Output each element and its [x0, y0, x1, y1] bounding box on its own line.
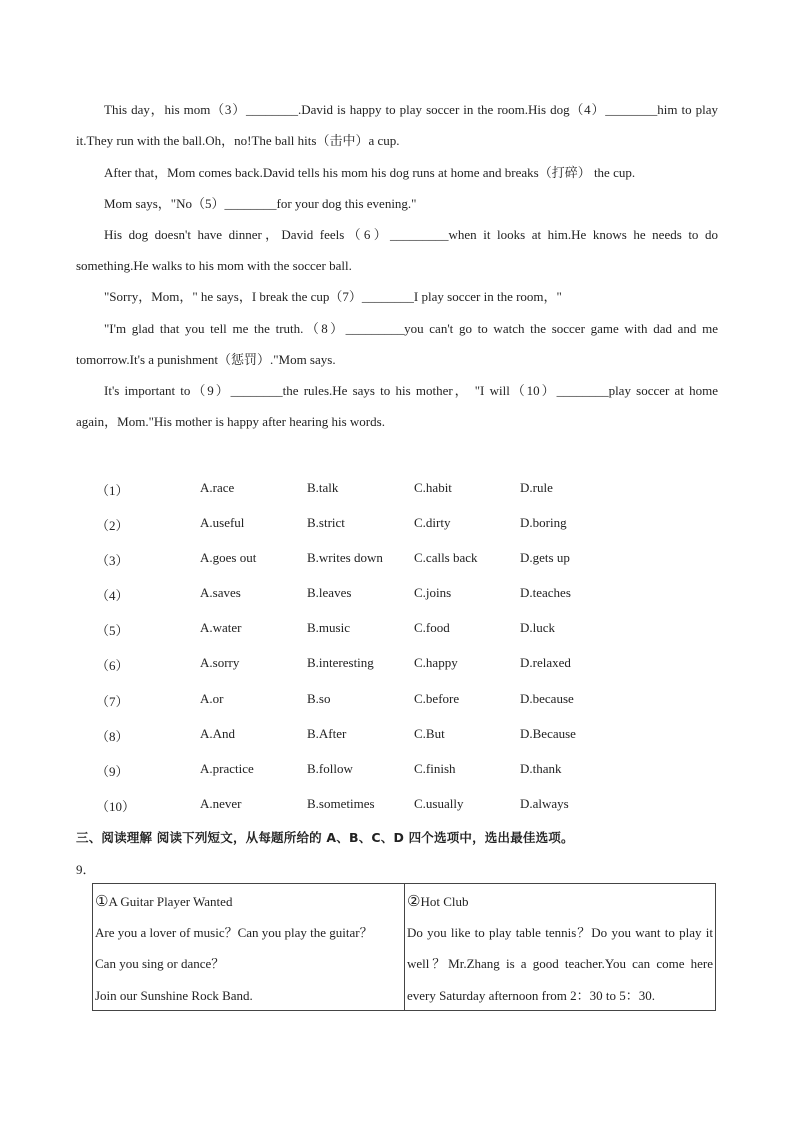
ad-text-line: Are you a lover of music？Can you play the guitar？: [95, 925, 373, 941]
option-d: D.gets up: [520, 550, 570, 566]
option-b: B.follow: [307, 760, 353, 776]
option-number: （10）: [96, 798, 136, 814]
option-d: D.boring: [520, 515, 567, 531]
option-d: D.luck: [520, 620, 556, 636]
option-b: B.writes down: [307, 550, 383, 566]
passage-paragraph-1: This day，his mom（3）________.David is happy to play soccer in the room.His dog（4）________him to play it.They run with the ball.Oh，no!The ball hits（击中）a cup.: [76, 102, 718, 149]
option-c: C.habit: [414, 480, 452, 495]
option-d: D.thank: [520, 760, 562, 776]
option-d: D.because: [520, 690, 574, 706]
passage-paragraph-5: "Sorry，Mom，" he says，I break the cup（7）________I play soccer in the room，": [104, 289, 562, 304]
option-b: B.leaves: [307, 585, 352, 601]
passage-paragraph-2: After that，Mom comes back.David tells his mom his dog runs at home and breaks（打碎） the cup.: [104, 165, 636, 180]
ad-title-row: [407, 886, 713, 917]
option-row: [96, 647, 696, 682]
option-number: （9）: [96, 763, 129, 779]
option-c: C.usually: [414, 795, 464, 811]
passage-paragraph-6: "I'm glad that you tell me the truth.（8）_________you can't go to watch the soccer game with dad and me tomorrow.It's a punishment（惩罚）."Mom says.: [76, 321, 718, 368]
circled-number-two: ②: [407, 892, 421, 910]
circled-number-one: ①: [95, 892, 109, 910]
option-b: B.sometimes: [307, 795, 375, 811]
option-d: D.Because: [520, 725, 576, 741]
option-a: A.sorry: [200, 655, 240, 671]
ad-title: A Guitar Player Wanted: [108, 894, 233, 909]
option-b: B.music: [307, 620, 350, 636]
option-c: C.But: [414, 725, 445, 741]
option-d: D.teaches: [520, 585, 571, 601]
option-c: C.dirty: [414, 515, 451, 531]
option-d: D.always: [520, 795, 569, 811]
option-number: （2）: [96, 518, 129, 534]
option-number: （7）: [96, 693, 129, 709]
question-number: 9．: [76, 862, 96, 877]
option-a: A.never: [200, 795, 242, 811]
section-heading: 三、阅读理解 阅读下列短文，从每题所给的 A、B、C、D 四个选项中，选出最佳选项。: [76, 830, 574, 845]
option-number: （8）: [96, 728, 129, 744]
option-a: A.practice: [200, 760, 254, 776]
ad-body-text: Do you like to play table tennis？Do you want to play it well？Mr.Zhang is a good teacher.You can come here every Saturday afternoon from 2：30 to 5：30.: [407, 925, 713, 1003]
option-a: A.useful: [200, 515, 245, 531]
option-a: A.water: [200, 620, 242, 636]
options-table: [96, 472, 696, 823]
option-row: [96, 507, 696, 542]
option-c: C.food: [414, 620, 450, 636]
option-number: （1）: [96, 483, 129, 498]
option-b: B.After: [307, 725, 347, 741]
option-row: [96, 577, 696, 612]
option-row: [96, 683, 696, 718]
option-row: [96, 612, 696, 647]
option-number: （4）: [96, 588, 129, 604]
ad-text-line: Join our Sunshine Rock Band.: [95, 987, 253, 1003]
option-c: C.happy: [414, 655, 458, 671]
option-row: [96, 753, 696, 788]
option-b: B.strict: [307, 515, 345, 531]
option-b: B.so: [307, 690, 331, 706]
option-a: A.or: [200, 690, 224, 706]
option-row: [96, 472, 696, 507]
option-b: B.talk: [307, 480, 339, 495]
option-c: C.finish: [414, 760, 456, 776]
ad-title: Hot Club: [420, 894, 469, 909]
option-number: （3）: [96, 553, 129, 569]
option-c: C.calls back: [414, 550, 478, 566]
option-a: A.saves: [200, 585, 241, 601]
option-row: [96, 718, 696, 753]
option-number: （6）: [96, 658, 129, 674]
option-c: C.joins: [414, 585, 452, 601]
option-row: [96, 542, 696, 577]
option-number: （5）: [96, 623, 129, 639]
option-b: B.interesting: [307, 655, 374, 671]
ad-title-row: [95, 886, 402, 917]
ads-table: [92, 883, 716, 1011]
option-d: D.rule: [520, 480, 553, 495]
option-d: D.relaxed: [520, 655, 571, 671]
option-row: [96, 788, 696, 823]
option-a: A.race: [200, 480, 235, 495]
ad-guitar-player: [93, 884, 405, 1010]
passage-paragraph-4: His dog doesn't have dinner，David feels（6）_________when it looks at him.He knows he needs to do something.He walks to his mom with the soccer ball.: [76, 227, 718, 274]
passage-paragraph-3: Mom says，"No（5）________for your dog this evening.": [104, 196, 417, 211]
ad-text-line: Can you sing or dance？: [95, 956, 225, 972]
ad-hot-club: [405, 884, 715, 1010]
passage-paragraph-7: It's important to（9）________the rules.He says to his mother， "I will（10）________play soccer at home again，Mom."His mother is happy after hearing his words.: [76, 383, 718, 430]
option-a: A.And: [200, 725, 236, 741]
option-a: A.goes out: [200, 550, 257, 566]
option-c: C.before: [414, 690, 460, 706]
